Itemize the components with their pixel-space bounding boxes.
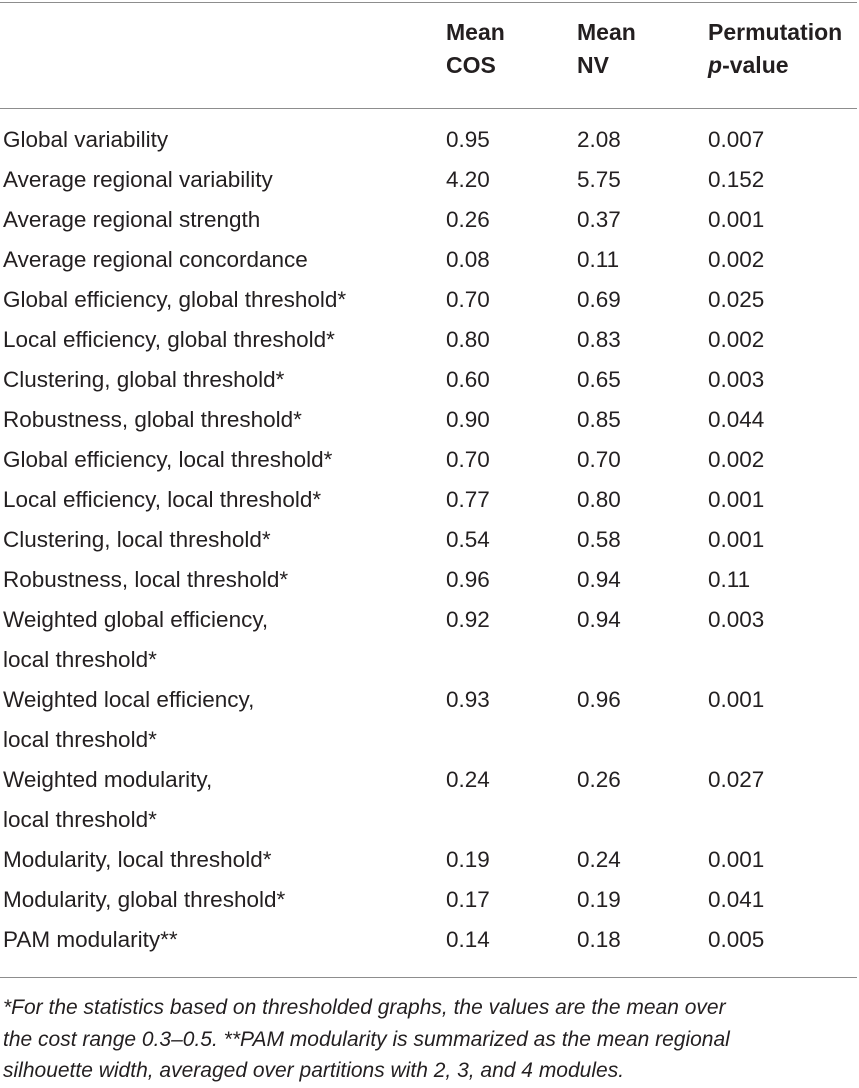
cell-p-value: 0.002 xyxy=(708,327,765,352)
cell-mean-cos: 0.08 xyxy=(446,247,490,272)
table-row xyxy=(0,400,859,440)
row-label-line: Global efficiency, local threshold* xyxy=(3,447,333,472)
row-label-line: Local efficiency, global threshold* xyxy=(3,327,335,352)
cell-mean-nv: 0.70 xyxy=(577,447,621,472)
table-top-rule xyxy=(0,2,857,3)
cell-mean-nv: 0.96 xyxy=(577,687,621,712)
row-label-line: Global efficiency, global threshold* xyxy=(3,287,347,312)
cell-mean-cos: 0.14 xyxy=(446,927,490,952)
cell-mean-nv: 5.75 xyxy=(577,167,621,192)
cell-mean-nv: 0.11 xyxy=(577,247,620,272)
cell-mean-cos: 4.20 xyxy=(446,167,490,192)
cell-mean-nv: 2.08 xyxy=(577,127,621,152)
row-label-line: Robustness, local threshold* xyxy=(3,567,289,592)
cell-mean-nv: 0.69 xyxy=(577,287,621,312)
cell-mean-nv: 0.19 xyxy=(577,887,621,912)
cell-mean-nv: 0.18 xyxy=(577,927,621,952)
table-bottom-rule xyxy=(0,977,857,978)
cell-mean-nv: 0.94 xyxy=(577,567,621,592)
table-body xyxy=(0,120,859,960)
cell-mean-nv: 0.94 xyxy=(577,607,621,632)
row-label-line: Local efficiency, local threshold* xyxy=(3,487,322,512)
table-row xyxy=(0,680,859,760)
cell-mean-cos: 0.93 xyxy=(446,687,490,712)
table-row xyxy=(0,440,859,480)
table-row xyxy=(0,880,859,920)
cell-p-value: 0.003 xyxy=(708,367,765,392)
cell-p-value: 0.002 xyxy=(708,247,765,272)
header-permutation-p-value: Permutation p-value xyxy=(708,19,843,78)
row-label-line: Robustness, global threshold* xyxy=(3,407,302,432)
cell-mean-cos: 0.70 xyxy=(446,287,490,312)
row-label-line: PAM modularity** xyxy=(3,927,178,952)
cell-p-value: 0.007 xyxy=(708,127,765,152)
row-label-line: Modularity, local threshold* xyxy=(3,847,272,872)
cell-mean-nv: 0.37 xyxy=(577,207,621,232)
cell-mean-cos: 0.77 xyxy=(446,487,490,512)
cell-mean-cos: 0.17 xyxy=(446,887,490,912)
table-row xyxy=(0,920,859,960)
cell-mean-cos: 0.92 xyxy=(446,607,490,632)
table-row xyxy=(0,320,859,360)
cell-p-value: 0.027 xyxy=(708,767,765,792)
cell-p-value: 0.025 xyxy=(708,287,765,312)
header-mean-cos: Mean COS xyxy=(446,19,505,78)
table-row xyxy=(0,120,859,160)
cell-p-value: 0.041 xyxy=(708,887,765,912)
cell-p-value: 0.001 xyxy=(708,847,765,872)
row-label-line: local threshold* xyxy=(3,807,157,832)
table-row xyxy=(0,840,859,880)
row-label-line: Average regional variability xyxy=(3,167,273,192)
row-label-line: Weighted modularity, xyxy=(3,767,213,792)
table-row xyxy=(0,240,859,280)
row-label-line: Weighted local efficiency, xyxy=(3,687,255,712)
cell-mean-cos: 0.26 xyxy=(446,207,490,232)
row-label-line: Modularity, global threshold* xyxy=(3,887,286,912)
row-label-line: local threshold* xyxy=(3,727,157,752)
cell-mean-cos: 0.80 xyxy=(446,327,490,352)
cell-mean-cos: 0.19 xyxy=(446,847,490,872)
cell-mean-nv: 0.24 xyxy=(577,847,621,872)
cell-p-value: 0.11 xyxy=(708,567,751,592)
cell-p-value: 0.002 xyxy=(708,447,765,472)
cell-mean-nv: 0.58 xyxy=(577,527,621,552)
cell-p-value: 0.152 xyxy=(708,167,765,192)
header-divider-rule xyxy=(0,108,857,109)
row-label-line: Average regional concordance xyxy=(3,247,308,272)
cell-mean-nv: 0.26 xyxy=(577,767,621,792)
row-label-line: Weighted global efficiency, xyxy=(3,607,269,632)
table-row xyxy=(0,560,859,600)
row-label-line: Global variability xyxy=(3,127,169,152)
cell-p-value: 0.005 xyxy=(708,927,765,952)
row-label-line: Clustering, local threshold* xyxy=(3,527,271,552)
cell-p-value: 0.001 xyxy=(708,207,765,232)
cell-p-value: 0.003 xyxy=(708,607,765,632)
header-mean-nv: Mean NV xyxy=(577,19,636,78)
table-row xyxy=(0,480,859,520)
table-row xyxy=(0,520,859,560)
cell-p-value: 0.044 xyxy=(708,407,765,432)
cell-mean-nv: 0.83 xyxy=(577,327,621,352)
table-row xyxy=(0,280,859,320)
cell-mean-cos: 0.70 xyxy=(446,447,490,472)
cell-mean-cos: 0.95 xyxy=(446,127,490,152)
row-label-line: local threshold* xyxy=(3,647,157,672)
cell-mean-nv: 0.65 xyxy=(577,367,621,392)
cell-mean-nv: 0.80 xyxy=(577,487,621,512)
row-label-line: Clustering, global threshold* xyxy=(3,367,285,392)
table-row xyxy=(0,160,859,200)
table-row xyxy=(0,360,859,400)
cell-p-value: 0.001 xyxy=(708,527,765,552)
row-label-line: Average regional strength xyxy=(3,207,261,232)
cell-mean-cos: 0.54 xyxy=(446,527,490,552)
cell-mean-cos: 0.90 xyxy=(446,407,490,432)
cell-mean-cos: 0.24 xyxy=(446,767,490,792)
table-row xyxy=(0,200,859,240)
table-footnote: *For the statistics based on thresholded graphs, the values are the mean over the cost range 0.3–0.5. **PAM modularity is summarized as the mean regional silhouette width, averaged over partitions with 2, 3, and 4 modules. xyxy=(3,996,730,1082)
cell-p-value: 0.001 xyxy=(708,687,765,712)
cell-p-value: 0.001 xyxy=(708,487,765,512)
cell-mean-nv: 0.85 xyxy=(577,407,621,432)
cell-mean-cos: 0.96 xyxy=(446,567,490,592)
cell-mean-cos: 0.60 xyxy=(446,367,490,392)
table-row xyxy=(0,760,859,840)
table-row xyxy=(0,600,859,680)
